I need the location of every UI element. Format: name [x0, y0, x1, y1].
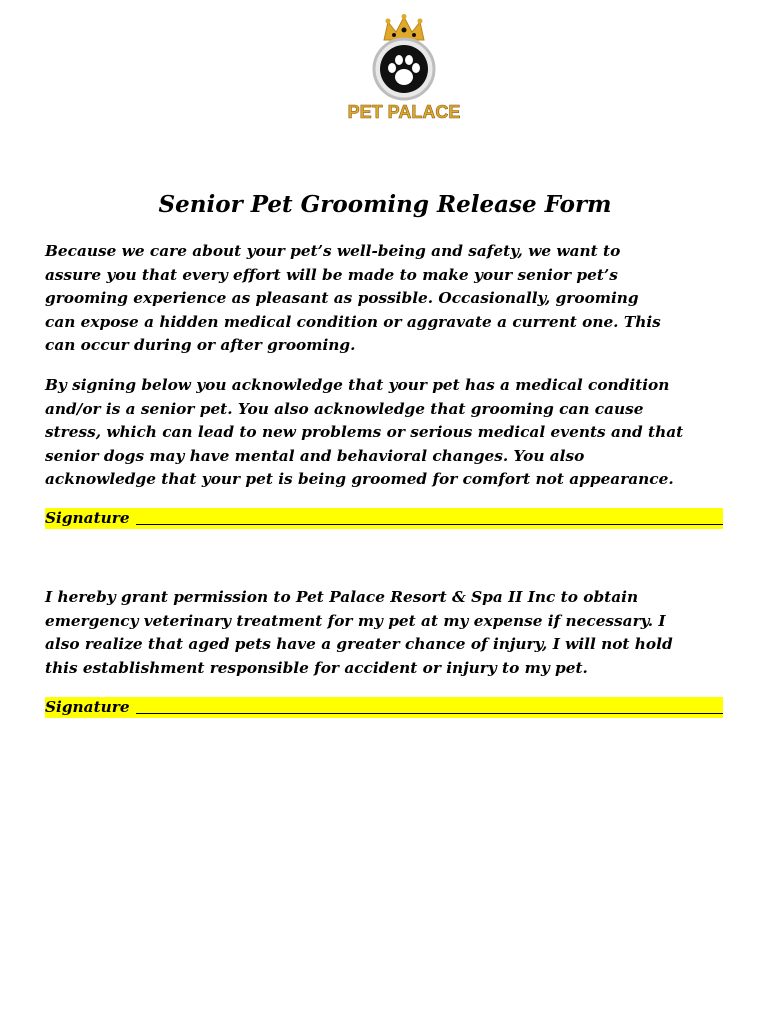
paragraph-line: emergency veterinary treatment for my pet at my expense if necessary. I — [45, 611, 666, 630]
paragraph-line: I hereby grant permission to Pet Palace Resort & Spa II Inc to obtain — [45, 588, 639, 606]
paragraph-line: acknowledge that your pet is being groomed for comfort not appearance. — [45, 470, 674, 489]
paragraph-line: senior dogs may have mental and behavioral changes. You also — [45, 446, 585, 465]
signature-line[interactable] — [136, 524, 723, 525]
paragraph-care-notice — [45, 240, 735, 358]
signature-field-1[interactable] — [45, 508, 723, 529]
paragraph-line: By signing below you acknowledge that your pet has a medical condition — [45, 376, 670, 394]
paragraph-line: also realize that aged pets have a greater chance of injury, I will not hold — [45, 635, 673, 654]
signature-label: Signature — [45, 698, 130, 716]
paw-badge — [374, 39, 434, 99]
paragraph-line: this establishment responsible for accident or injury to my pet. — [45, 658, 588, 677]
paragraph-line: can occur during or after grooming. — [45, 336, 356, 355]
signature-field-2[interactable] — [45, 697, 723, 718]
pet-palace-logo — [348, 14, 460, 126]
paragraph-line: and/or is a senior pet. You also acknowledge that grooming can cause — [45, 399, 644, 418]
signature-line[interactable] — [136, 713, 723, 714]
paragraph-line: Because we care about your pet’s well-being and safety, we want to — [45, 242, 621, 260]
logo-text: PET PALACE — [348, 102, 460, 122]
paragraph-emergency-permission — [45, 586, 735, 680]
paragraph-line: assure you that every effort will be made to make your senior pet’s — [45, 265, 618, 284]
signature-label: Signature — [45, 509, 130, 527]
paragraph-line: stress, which can lead to new problems or serious medical events and that — [45, 423, 684, 442]
paragraph-line: grooming experience as pleasant as possible. Occasionally, grooming — [45, 289, 639, 308]
paragraph-line: can expose a hidden medical condition or aggravate a current one. This — [45, 312, 661, 331]
page-title: Senior Pet Grooming Release Form — [158, 191, 612, 218]
paragraph-acknowledgement — [45, 374, 735, 492]
crown-icon — [384, 14, 424, 40]
